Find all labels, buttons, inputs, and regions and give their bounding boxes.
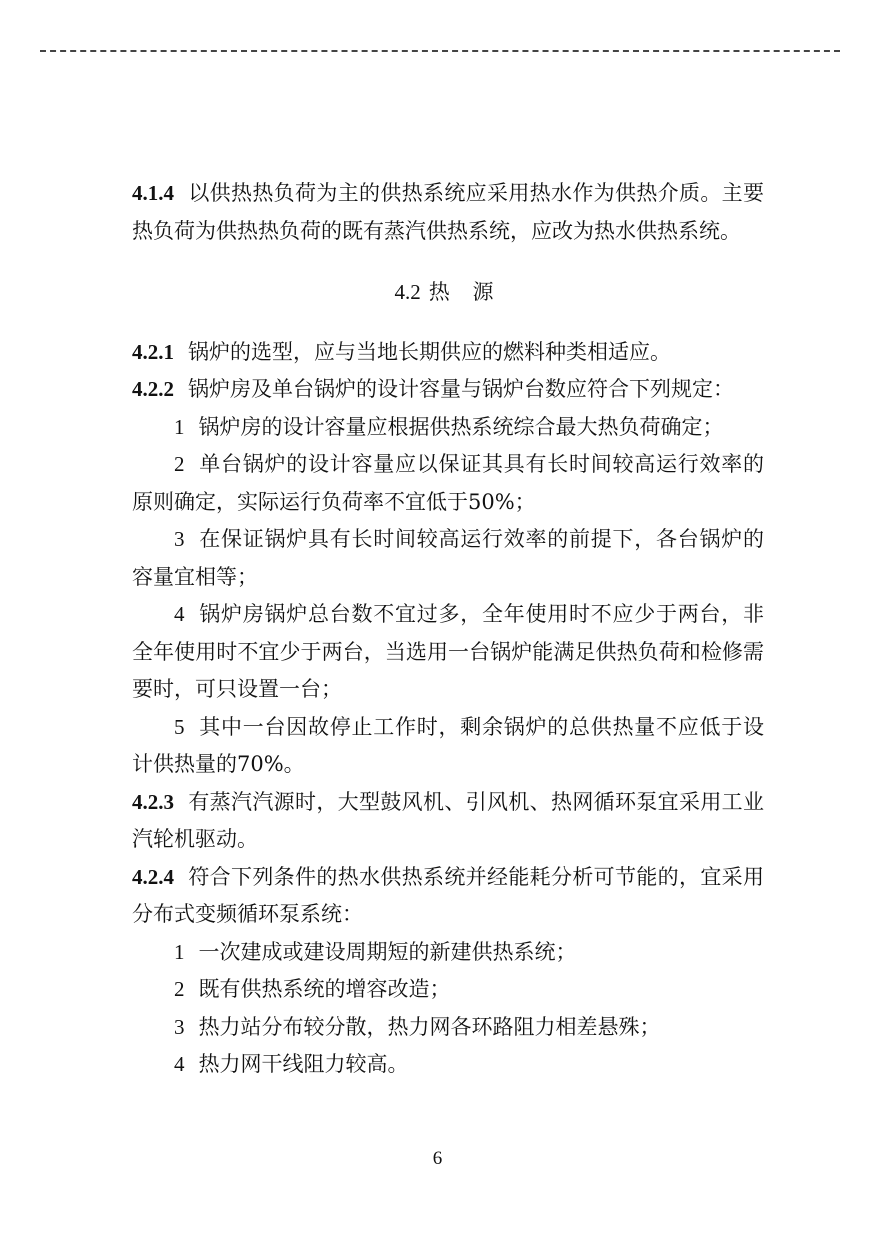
clause-number: 4.1.4 [132,181,174,205]
item-text: 单台锅炉的设计容量应以保证其具有长时间较高运行效率的原则确定，实际运行负荷率不宜低于50%； [132,452,764,514]
list-item [132,596,764,709]
clause-number: 4.2.2 [132,377,174,401]
item-number: 3 [174,527,185,551]
list-item [132,1009,764,1047]
list-item [132,709,764,784]
item-text: 其中一台因故停止工作时，剩余锅炉的总供热量不应低于设计供热量的70%。 [132,714,764,776]
list-item [132,446,764,521]
item-number: 1 [174,939,185,964]
clause-4-1-4 [132,175,764,250]
page-number: 6 [432,1148,443,1169]
list-item [132,971,764,1009]
section-title: 热 源 [428,280,502,304]
item-text: 热力网干线阻力较高。 [198,1052,409,1076]
list-item [132,521,764,596]
clause-text: 有蒸汽汽源时，大型鼓风机、引风机、热网循环泵宜采用工业汽轮机驱动。 [132,789,764,851]
clause-4-2-1 [132,334,764,372]
item-text: 一次建成或建设周期短的新建供热系统； [198,939,577,964]
item-number: 2 [174,977,185,1001]
clause-text: 符合下列条件的热水供热系统并经能耗分析可节能的，宜采用分布式变频循环泵系统： [132,864,764,926]
item-text: 既有供热系统的增容改造； [198,977,451,1001]
item-text: 锅炉房锅炉总台数不宜过多，全年使用时不应少于两台，非全年使用时不宜少于两台，当选用一台锅炉能满足供热负荷和检修需要时，可只设置一台； [132,602,764,701]
document-body [132,175,764,1084]
section-heading [132,274,764,312]
item-text: 在保证锅炉具有长时间较高运行效率的前提下，各台锅炉的容量宜相等； [132,527,764,589]
clause-number: 4.2.3 [132,789,174,814]
clause-text: 以供热热负荷为主的供热系统应采用热水作为供热介质。主要热负荷为供热热负荷的既有蒸汽供热系统，应改为热水供热系统。 [132,181,764,243]
item-text: 热力站分布较分散，热力网各环路阻力相差悬殊； [198,1014,661,1039]
clause-text: 锅炉的选型，应与当地长期供应的燃料种类相适应。 [188,339,671,364]
list-item [132,934,764,972]
clause-number: 4.2.4 [132,864,174,889]
list-item [132,409,764,447]
item-number: 4 [174,602,185,626]
item-number: 1 [174,414,185,439]
item-number: 3 [174,1014,185,1039]
item-number: 2 [174,452,185,476]
clause-4-2-2 [132,371,764,409]
header-rule [40,50,840,52]
clause-4-2-3 [132,784,764,859]
clause-number: 4.2.1 [132,339,174,364]
clause-4-2-4 [132,859,764,934]
list-item [132,1046,764,1084]
item-number: 5 [174,714,185,739]
item-number: 4 [174,1052,185,1076]
item-text: 锅炉房的设计容量应根据供热系统综合最大热负荷确定； [198,414,724,439]
section-number: 4.2 [394,280,421,304]
clause-text: 锅炉房及单台锅炉的设计容量与锅炉台数应符合下列规定： [188,377,734,401]
